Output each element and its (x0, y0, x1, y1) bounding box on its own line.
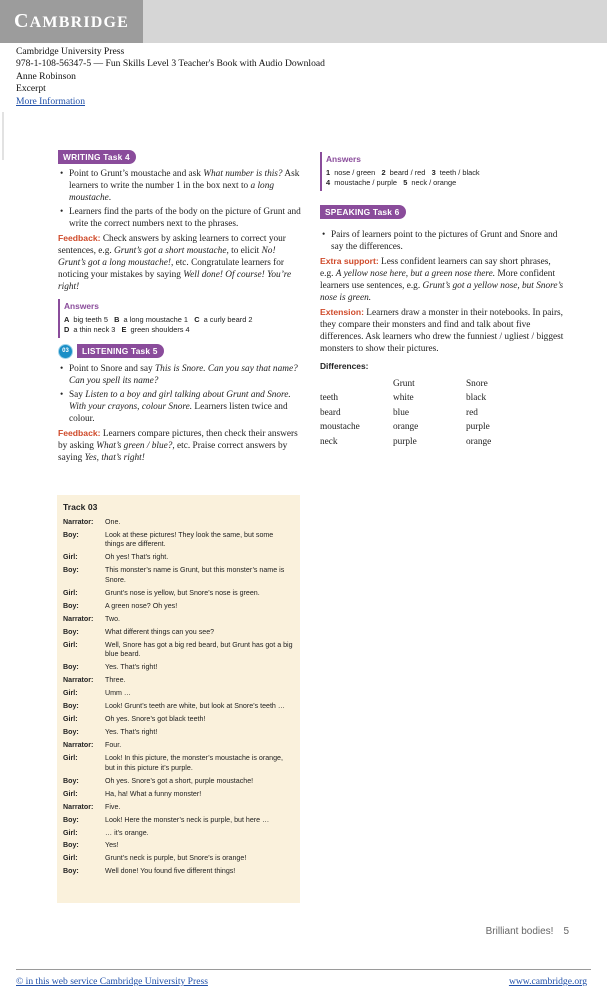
speech-text: Oh yes. Snore’s got black teeth! (105, 715, 206, 724)
writing-feedback: Feedback: Check answers by asking learners to correct your sentences, e.g. Grunt’s got a short moustache, to elicit No! Grunt’s got a long moustache!, etc. Congratulate learners for noticing your mistakes by saying Well done! Of course! You’re right! (58, 233, 292, 292)
transcript-line (63, 553, 294, 563)
speech-text: Four. (105, 741, 122, 750)
transcript-line (63, 518, 294, 528)
differences-cell: beard (320, 407, 341, 418)
writing-bullet-2: • Learners find the parts of the body on the picture of Grunt and write the correct numbers next to the phrases. (58, 206, 301, 230)
transcript-line (63, 803, 294, 813)
transcript-line (63, 854, 294, 864)
answers-heading: Answers (64, 301, 99, 311)
page-number: 5 (563, 926, 569, 937)
speech-text: Grunt’s neck is purple, but Snore’s is orange! (105, 854, 247, 863)
speech-text: What different things can you see? (105, 627, 215, 636)
listening-bullet-2: • Say Listen to a boy and girl talking about Grunt and Snore. With your crayons, colour Snore. Learners listen twice and colour. (58, 389, 301, 425)
differences-heading: Differences: (320, 360, 369, 371)
speech-text: Look! Here the monster’s neck is purple, but here … (105, 815, 270, 824)
page-footer (486, 926, 569, 937)
answers-line-2: D a thin neck 3 E green shoulders 4 (64, 325, 190, 335)
differences-cell: orange (466, 436, 492, 447)
differences-cell: neck (320, 436, 338, 447)
transcript-line (63, 790, 294, 800)
speaker-label: Boy: (63, 663, 79, 672)
author: Anne Robinson (16, 70, 76, 82)
listening-bullet-1: • Point to Snore and say This is Snore. Can you say that name? Can you spell its name? (58, 363, 301, 387)
speaker-label: Narrator: (63, 676, 94, 685)
differences-row (320, 421, 491, 436)
writing-task-label: WRITING Task 4 (58, 150, 136, 164)
differences-cell: teeth (320, 393, 339, 404)
speech-text: Yes. That’s right! (105, 728, 158, 737)
speaker-label: Girl: (63, 689, 78, 698)
writing-instructions (58, 168, 301, 230)
excerpt-label: Excerpt (16, 83, 46, 95)
writing-answers-box (58, 299, 301, 338)
speaker-label: Boy: (63, 776, 79, 785)
differences-cell: red (466, 407, 478, 418)
speech-text: Yes! (105, 841, 119, 850)
answers-line-1: A big teeth 5 B a long moustache 1 C a curly beard 2 (64, 314, 253, 324)
differences-column-header: Grunt (393, 378, 415, 389)
cambridge-website-link[interactable]: www.cambridge.org (508, 976, 587, 987)
speaking-task-label: SPEAKING Task 6 (320, 205, 406, 219)
speech-text: Oh yes. Snore’s got a short, purple moustache! (105, 776, 254, 785)
speaker-label: Girl: (63, 789, 78, 798)
writing-bullet-1: • Point to Grunt’s moustache and ask What number is this? Ask learners to write the number 1 in the box next to a long moustache. (58, 168, 301, 204)
speaker-label: Girl: (63, 715, 78, 724)
listening-heading (58, 344, 301, 359)
more-information-link[interactable]: More Information (16, 95, 86, 107)
speech-text: Yes. That’s right! (105, 663, 158, 672)
answers-line-1: 1 nose / green 2 beard / red 3 teeth / black (326, 167, 480, 177)
isbn-title: 978-1-108-56347-5 — Fun Skills Level 3 Teacher's Book with Audio Download (16, 58, 325, 70)
answers-line-2: 4 moustache / purple 5 neck / orange (326, 178, 457, 188)
speaking-instructions (320, 229, 565, 253)
footer-divider (16, 969, 591, 970)
transcript-line (63, 702, 294, 712)
answers-heading: Answers (326, 154, 361, 164)
speaker-label: Girl: (63, 640, 78, 649)
speech-text: … it’s orange. (105, 828, 149, 837)
speaker-label: Girl: (63, 588, 78, 597)
speaker-label: Boy: (63, 815, 79, 824)
left-column (58, 150, 301, 464)
audio-track-icon[interactable]: 03 (58, 344, 73, 359)
speaker-label: Girl: (63, 553, 78, 562)
extra-support: Extra support: Less confident learners can say short phrases, e.g. A yellow nose here, but a green nose there. More confident learners use sentences, e.g. Grunt’s got a yellow nose, but Snore’s nose is green. (320, 255, 564, 303)
speech-text: Ha, ha! What a funny monster! (105, 789, 202, 798)
speech-text: Umm … (105, 689, 132, 698)
speech-text: A green nose? Oh yes! (105, 601, 178, 610)
differences-row (320, 407, 491, 422)
differences-cell: purple (466, 422, 490, 433)
transcript-line (63, 754, 294, 773)
header-banner (0, 0, 607, 43)
transcript-line (63, 628, 294, 638)
speaker-label: Girl: (63, 828, 78, 837)
listening-instructions (58, 363, 301, 425)
margin-rule (2, 112, 4, 160)
differences-table (320, 378, 491, 451)
transcript-line (63, 715, 294, 725)
speech-text: Look! Grunt’s teeth are white, but look at Snore’s teeth … (105, 702, 285, 711)
speech-text: Grunt’s nose is yellow, but Snore’s nose is green. (105, 588, 260, 597)
transcript-lines (63, 518, 294, 877)
speaker-label: Boy: (63, 702, 79, 711)
track-transcript (57, 495, 300, 903)
transcript-line (63, 531, 294, 550)
differences-cell: moustache (320, 422, 360, 433)
speaker-label: Boy: (63, 627, 79, 636)
speaker-label: Narrator: (63, 802, 94, 811)
speech-text: Five. (105, 802, 121, 811)
listening-task-label: LISTENING Task 5 (77, 344, 164, 358)
speech-text: One. (105, 517, 121, 526)
transcript-line (63, 816, 294, 826)
transcript-line (63, 589, 294, 599)
unit-title: Brilliant bodies! (485, 926, 554, 937)
differences-cell: purple (393, 436, 417, 447)
transcript-line (63, 615, 294, 625)
speaking-bullet-1: • Pairs of learners point to the pictures of Grunt and Snore and say the differences. (320, 229, 565, 253)
publisher: Cambridge University Press (16, 46, 125, 57)
transcript-line (63, 741, 294, 751)
speech-text: Look! In this picture, the monster’s moustache is orange, but in this picture it’s purple. (105, 754, 283, 772)
speaker-label: Narrator: (63, 517, 94, 526)
cambridge-logo: CAMBRIDGE (0, 0, 143, 43)
differences-row (320, 392, 491, 407)
differences-cell: blue (393, 407, 410, 418)
listening-answers-box (320, 152, 565, 191)
transcript-line (63, 777, 294, 787)
speech-text: Two. (105, 614, 120, 623)
listening-feedback: Feedback: Learners compare pictures, then check their answers by asking What’s green / blue?, etc. Praise correct answers by saying Yes, that’s right! (58, 427, 298, 463)
extension: Extension: Learners draw a monster in their notebooks. In pairs, they compare their monsters and find and talk about five differences. Ask learners who drew the funniest / ugliest / biggest monsters to show their pictures. (320, 306, 564, 354)
differences-header-row (320, 378, 491, 393)
transcript-line (63, 663, 294, 673)
speaker-label: Girl: (63, 754, 78, 763)
speaker-label: Boy: (63, 841, 79, 850)
speech-text: Well done! You found five different things! (105, 867, 236, 876)
speaking-heading (320, 205, 565, 219)
transcript-line (63, 566, 294, 585)
speech-text: Look at these pictures! They look the same, but some things are different. (105, 530, 274, 549)
differences-column-header (320, 378, 393, 393)
speaker-label: Narrator: (63, 614, 94, 623)
differences-column-header: Snore (466, 378, 488, 389)
speech-text: This monster’s name is Grunt, but this monster’s name is Snore. (105, 566, 285, 584)
speech-text: Three. (105, 676, 126, 685)
right-column (320, 150, 565, 450)
speaker-label: Boy: (63, 566, 79, 575)
speaker-label: Boy: (63, 728, 79, 737)
differences-cell: orange (393, 422, 419, 433)
transcript-line (63, 602, 294, 612)
speaker-label: Boy: (63, 867, 79, 876)
speaker-label: Girl: (63, 854, 78, 863)
speaker-label: Narrator: (63, 741, 94, 750)
speaker-label: Boy: (63, 601, 79, 610)
book-metadata (16, 46, 325, 108)
transcript-line (63, 676, 294, 686)
speaker-label: Boy: (63, 530, 79, 539)
transcript-line (63, 829, 294, 839)
transcript-line (63, 867, 294, 877)
differences-cell: white (393, 393, 414, 404)
speech-text: Well, Snore has got a big red beard, but Grunt has got a big blue beard. (105, 640, 293, 659)
transcript-line (63, 841, 294, 851)
transcript-line (63, 728, 294, 738)
track-title: Track 03 (63, 502, 98, 512)
transcript-line (63, 689, 294, 699)
differences-row (320, 436, 491, 451)
transcript-line (63, 641, 294, 660)
differences-cell: black (466, 393, 487, 404)
speech-text: Oh yes! That’s right. (105, 553, 169, 562)
copyright-link[interactable]: © in this web service Cambridge University Press (16, 976, 208, 987)
